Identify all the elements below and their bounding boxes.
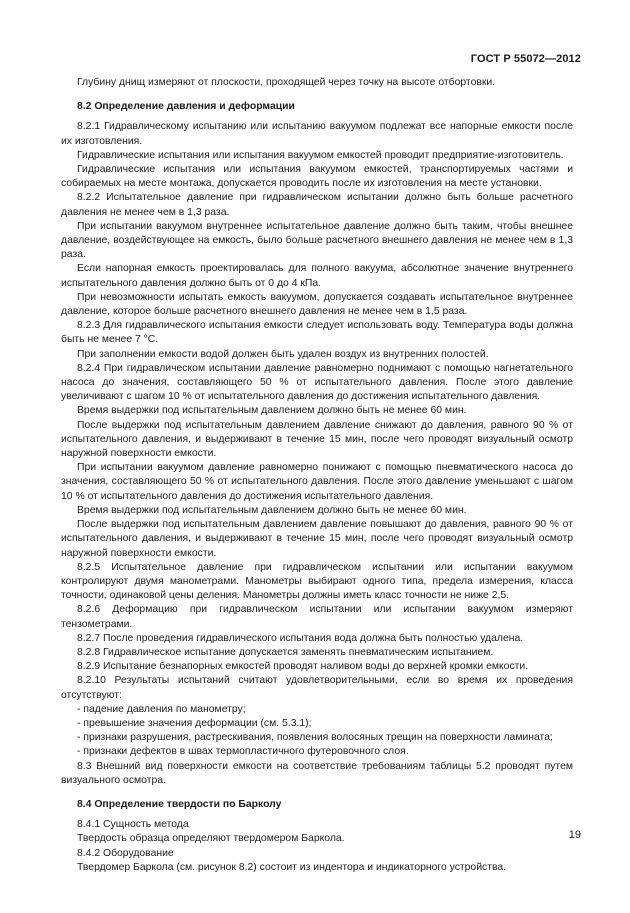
section-heading-8-4: 8.4 Определение твердости по Барколу — [77, 798, 282, 810]
paragraph: Гидравлические испытания или испытания вакуумом емкостей проводит предприятие-изготовитель. — [77, 149, 564, 161]
paragraph: Гидравлические испытания или испытания вакуумом емкостей, транспортируемых частями и собираемых на месте монтажа, допускается проводить после их изготовления на месте установки. — [61, 164, 573, 190]
paragraph: 8.4.1 Сущность метода — [77, 819, 189, 831]
document-body — [61, 76, 573, 875]
paragraph: После выдержки под испытательным давлением давление повышают до давления, равного 90 % от испытательного давления, и выдерживают в течение 15 мин, после чего проводят визуальный осмотр наружной поверхности емкости. — [61, 519, 573, 559]
paragraph: 8.2.1 Гидравлическому испытанию или испытанию вакуумом подлежат все напорные емкости после их изготовления. — [61, 121, 573, 147]
paragraph: При заполнении емкости водой должен быть удален воздух из внутренних полостей. — [77, 348, 489, 360]
paragraph: 8.3 Внешний вид поверхности емкости на соответствие требованиям таблицы 5.2 проводят путем визуального осмотра. — [61, 760, 573, 786]
paragraph: 8.2.6 Деформацию при гидравлическом испытании или испытании вакуумом измеряют тензометрами. — [61, 604, 573, 630]
paragraph: 8.2.8 Гидравлическое испытание допускается заменять пневматическим испытанием. — [77, 646, 494, 658]
paragraph: 8.2.10 Результаты испытаний считают удовлетворительными, если во время их проведения отсутствуют: — [61, 675, 573, 701]
paragraph: Время выдержки под испытательным давлением должно быть не менее 60 мин. — [77, 405, 467, 417]
page-number: 19 — [568, 829, 581, 841]
paragraph: 8.2.9 Испытание безнапорных емкостей проводят наливом воды до верхней кромки емкости. — [77, 661, 529, 673]
list-item: - признаки разрушения, растрескивания, появления волосяных трещин на поверхности ламината; — [77, 732, 553, 744]
paragraph: При испытании вакуумом давление равномерно понижают с помощью пневматического насоса до значения, составляющего 50 % от испытательного давления. После этого давление уменьшают с шагом 10 % от испытательного давления до достижения испытательного давления. — [61, 462, 573, 502]
paragraph: Твердость образца определяют твердомером Баркола. — [77, 833, 345, 845]
list-item: - превышение значения деформации (см. 5.3.1); — [77, 717, 312, 729]
section-heading-8-2: 8.2 Определение давления и деформации — [77, 101, 295, 113]
document-id: ГОСТ Р 55072—2012 — [470, 53, 581, 65]
paragraph: При испытании вакуумом внутреннее испытательное давление должно быть таким, чтобы внешнее давление, воздействующее на емкость, было больше расчетного внешнего давления не менее чем в 1,3 раза. — [61, 220, 573, 261]
paragraph: 8.4.2 Оборудование — [77, 847, 174, 859]
paragraph: Время выдержки под испытательным давлением должно быть не менее 60 мин. — [77, 504, 467, 516]
paragraph: 8.2.3 Для гидравлического испытания емкости следует использовать воду. Температура воды должна быть не менее 7 °С. — [61, 320, 573, 346]
paragraph: 8.2.7 После проведения гидравлического испытания вода должна быть полностью удалена. — [77, 632, 524, 644]
paragraph: После выдержки под испытательным давлением давление снижают до давления, равного 90 % от испытательного давления, и выдерживают в течение 15 мин, после чего проводят визуальный осмотр наружной поверхности емкости. — [61, 419, 573, 460]
paragraph: 8.2.5 Испытательное давление при гидравлическом испытании или испытании вакуумом контролируют двумя манометрами. Манометры выбирают одного типа, предела измерения, класса точности, одинаковой цены деления. Манометры должны иметь класс точности не ниже 2,5. — [61, 561, 573, 602]
paragraph: Если напорная емкость проектировалась для полного вакуума, абсолютное значение внутреннего испытательного давления должно быть от 0 до 4 кПа. — [61, 263, 573, 289]
paragraph: Глубину днищ измеряют от плоскости, проходящей через точку на высоте отбортовки. — [77, 77, 496, 88]
list-item: - падение давления по манометру; — [77, 703, 246, 715]
paragraph: 8.2.4 При гидравлическом испытании давление равномерно поднимают с помощью нагнетательного насоса до значения, составляющего 50 % от испытательного давления. После этого давление увеличивают с шагом 10 % от испытательного давления до достижения испытательного давления. — [61, 362, 573, 403]
paragraph: Твердомер Баркола (см. рисунок 8.2) состоит из индентора и индикаторного устройства. — [77, 861, 507, 873]
paragraph: При невозможности испытать емкость вакуумом, допускается создавать испытательное внутреннее давление, которое больше расчетного внешнего давления не менее чем в 1,5 раза. — [61, 291, 573, 318]
paragraph: 8.2.2 Испытательное давление при гидравлическом испытании должно быть больше расчетного давления не менее чем в 1,3 раза. — [61, 192, 573, 218]
list-item: - признаки дефектов в швах термопластичного футеровочного слоя. — [77, 746, 409, 758]
